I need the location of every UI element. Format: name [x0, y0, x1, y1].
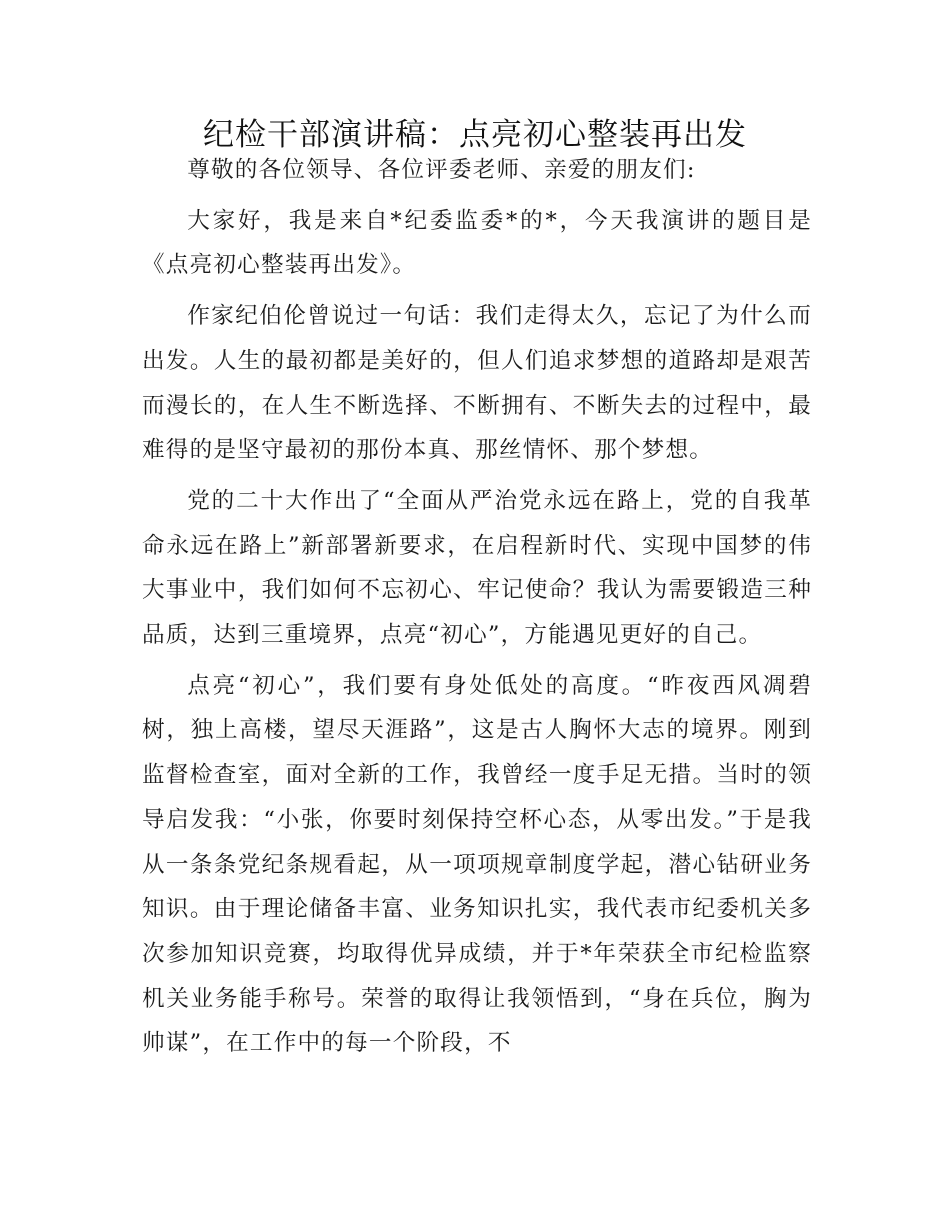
- paragraph-quote: 作家纪伯伦曾说过一句话：我们走得太久，忘记了为什么而出发。人生的最初都是美好的，但人们追求梦想的道路却是艰苦而漫长的，在人生不断选择、不断拥有、不断失去的过程中，最难得的是坚守最初的那份本真、那丝情怀、那个梦想。: [142, 303, 812, 464]
- paragraph-twentieth-congress: 党的二十大作出了“全面从严治党永远在路上，党的自我革命永远在路上”新部署新要求，在启程新时代、实现中国梦的伟大事业中，我们如何不忘初心、牢记使命？我认为需要锻造三种品质，达到三重境界，点亮“初心”，方能遇见更好的自己。: [142, 487, 812, 649]
- paragraph-greeting: 尊敬的各位领导、各位评委老师、亲爱的朋友们:: [187, 157, 696, 183]
- paragraph-introduction: 大家好，我是来自*纪委监委*的*，今天我演讲的题目是《点亮初心整装再出发》。: [142, 207, 812, 279]
- document-title: 纪检干部演讲稿：点亮初心整装再出发: [203, 117, 747, 153]
- paragraph-first-quality: 点亮“初心”，我们要有身处低处的高度。“昨夜西风凋碧树，独上高楼，望尽天涯路”，这是古人胸怀大志的境界。刚到监督检查室，面对全新的工作，我曾经一度手足无措。当时的领导启发我：“小张，你要时刻保持空杯心态，从零出发。”于是我从一条条党纪条规看起，从一项项规章制度学起，潜心钻研业务知识。由于理论储备丰富、业务知识扎实，我代表市纪委机关多次参加知识竞赛，均取得优异成绩，并于*年荣获全市纪检监察机关业务能手称号。荣誉的取得让我领悟到，“身在兵位，胸为帅谋”，在工作中的每一个阶段，不: [142, 672, 812, 1057]
- document-body: [142, 142, 812, 1066]
